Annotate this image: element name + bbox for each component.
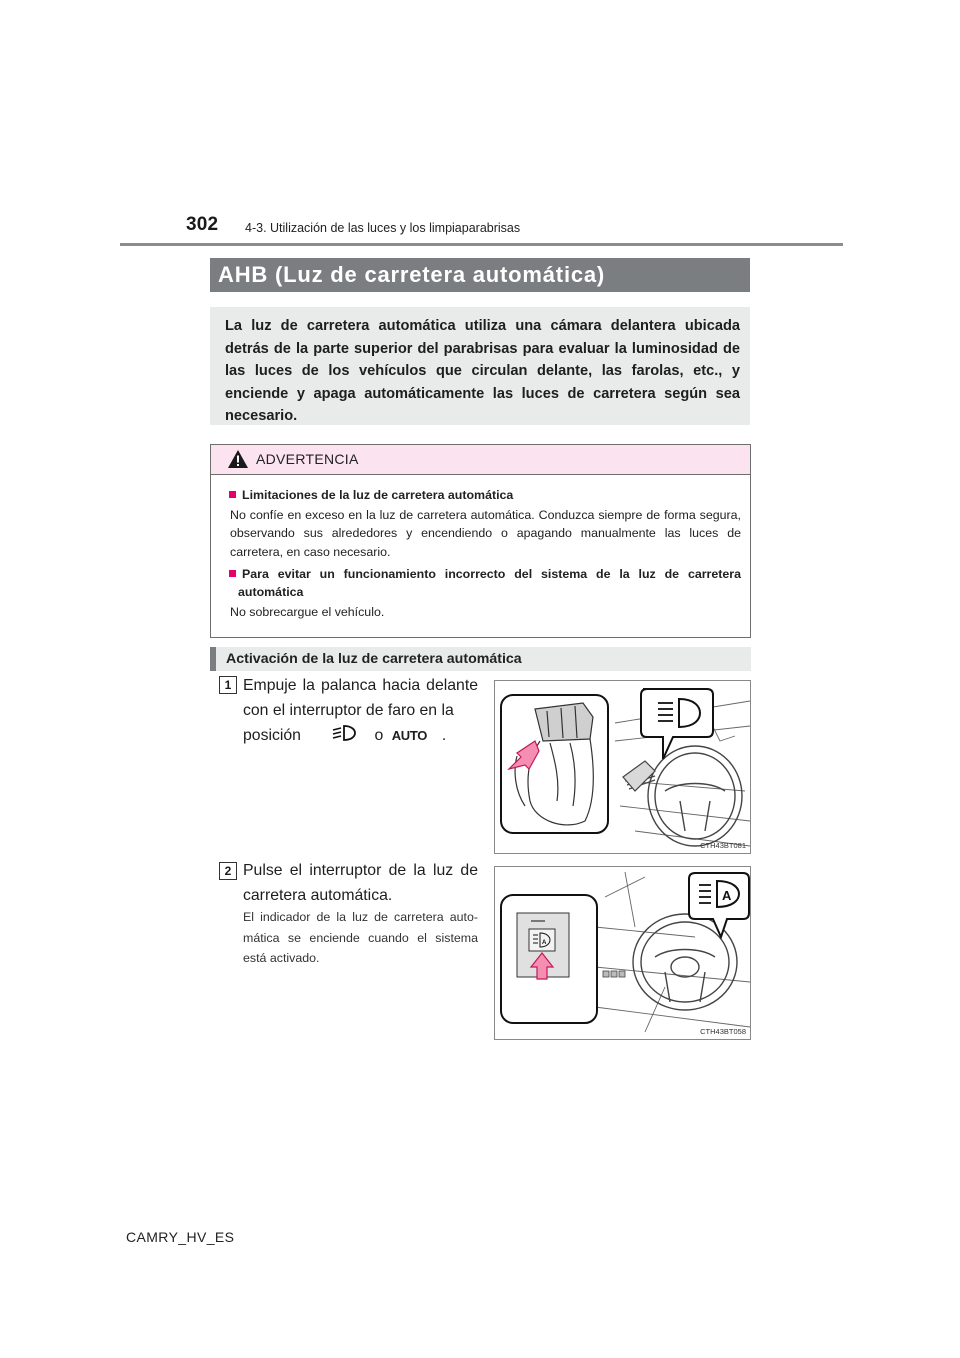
chapter-title: 4-3. Utilización de las luces y los limpiaparabrisas bbox=[245, 221, 521, 235]
bullet-square-icon bbox=[229, 491, 236, 498]
figure-code: CTH43BT058 bbox=[700, 1027, 746, 1036]
header-divider bbox=[120, 243, 843, 246]
warning-triangle-icon bbox=[227, 449, 249, 469]
step-number-1: 1 bbox=[219, 676, 237, 694]
warning-item-heading: Para evitar un funcionamiento incorrecto del sistema de la luz de carretera automática bbox=[238, 566, 741, 600]
warning-item-text: No sobrecargue el vehículo. bbox=[230, 605, 385, 620]
auto-label: AUTO bbox=[391, 728, 428, 743]
figure-lever-push bbox=[494, 680, 751, 854]
bullet-square-icon bbox=[229, 570, 236, 577]
figure-code: CTH43BT081 bbox=[700, 841, 746, 850]
step-1-text bbox=[243, 674, 478, 749]
warning-item-text: No confíe en exceso en la luz de carretera automática. Conduzca siempre de forma segura, observando sus alrededores y encendiendo o apagando manualmente las luces de carretera, en caso necesario. bbox=[230, 508, 741, 559]
step-1-text-b: posición bbox=[243, 727, 301, 744]
svg-text:A: A bbox=[542, 940, 547, 946]
warning-item bbox=[221, 565, 741, 622]
step-1-or: o bbox=[374, 727, 384, 744]
warning-item-heading: Limitaciones de la luz de carretera automática bbox=[242, 488, 514, 502]
step-1-punct: . bbox=[441, 727, 447, 744]
warning-item bbox=[221, 486, 741, 561]
warning-header bbox=[211, 445, 750, 475]
subsection-title: Activación de la luz de carretera automática bbox=[210, 647, 751, 671]
step-2-note: El indicador de la luz de carretera auto-mática se enciende cuando el sistema está activado. bbox=[243, 910, 478, 965]
section-title: AHB (Luz de carretera automática) bbox=[210, 258, 750, 292]
switch-illustration bbox=[495, 867, 751, 1040]
page-number: 302 bbox=[186, 214, 219, 235]
intro-paragraph: La luz de carretera automática utiliza una cámara delantera ubicada detrás de la parte superior del parabrisas para evaluar la luminosidad de las luces de los vehículos que circulan delante, las farolas, etc., y enciende y apaga automáticamente las luces de carretera según sea necesario. bbox=[210, 307, 750, 425]
step-2-text: Pulse el interruptor de la luz de carretera automática. bbox=[243, 862, 478, 904]
svg-text:A: A bbox=[722, 888, 732, 903]
step-1-text-a: Empuje la palanca hacia delante con el interruptor de faro en la bbox=[243, 677, 478, 719]
warning-box bbox=[210, 444, 751, 638]
warning-title: ADVERTENCIA bbox=[256, 451, 359, 467]
figure-ahb-switch bbox=[494, 866, 751, 1040]
lever-illustration bbox=[495, 681, 751, 854]
model-footer: CAMRY_HV_ES bbox=[126, 1229, 235, 1245]
warning-body bbox=[211, 475, 750, 621]
headlight-low-beam-icon bbox=[330, 723, 358, 743]
step-number-2: 2 bbox=[219, 862, 237, 880]
